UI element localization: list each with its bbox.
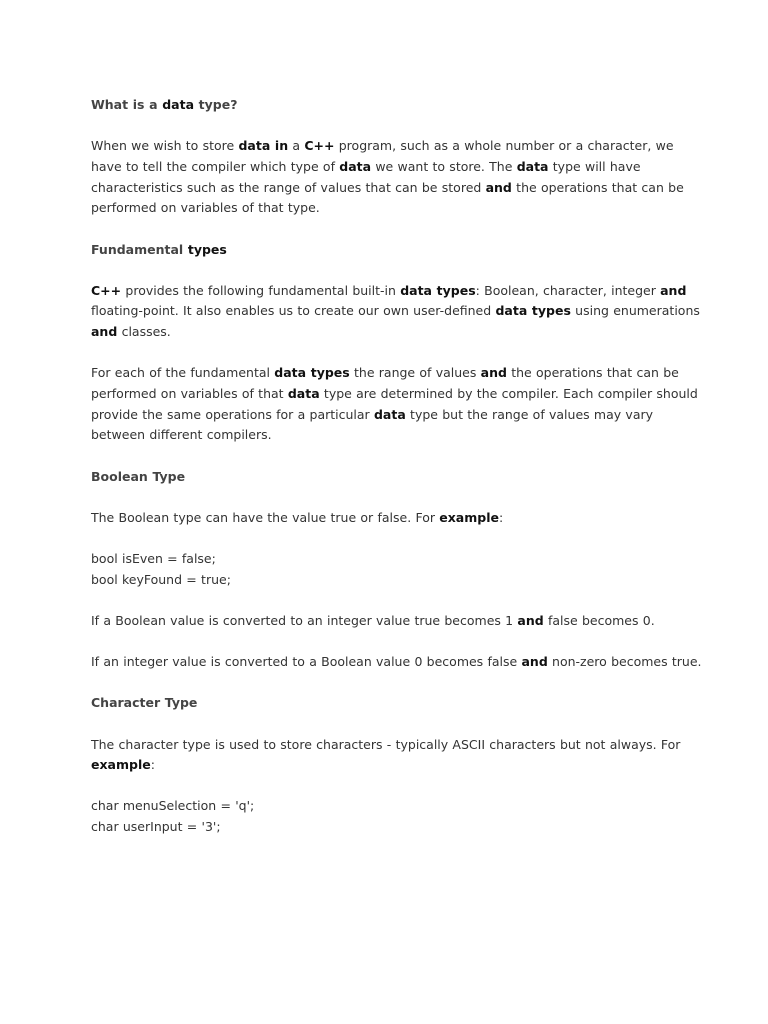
- text-run: :: [150, 757, 155, 773]
- text-run: the range of values: [349, 365, 481, 381]
- bold-keyword: and: [521, 654, 548, 670]
- paragraph-integer-to-boolean: [91, 652, 708, 673]
- heading-fundamental-types: Fundamental types: [91, 241, 227, 257]
- bold-keyword: example: [439, 509, 499, 525]
- text-run: If a Boolean value is converted to an integer value true becomes 1: [91, 612, 518, 628]
- text-run: using enumerations: [570, 303, 700, 319]
- code-example-char: [91, 796, 708, 837]
- text-run: When we wish to store: [91, 138, 239, 154]
- bold-keyword: and: [91, 324, 118, 340]
- text-run: If an integer value is converted to a Boolean value 0 becomes false: [91, 654, 522, 670]
- paragraph-character-intro: [91, 735, 708, 776]
- bold-keyword: data types: [495, 303, 571, 319]
- code-example-bool: [91, 549, 708, 590]
- bold-keyword: data: [287, 386, 320, 402]
- bold-keyword: example: [91, 757, 151, 773]
- bold-keyword: data: [339, 158, 372, 174]
- bold-keyword: and: [660, 282, 687, 298]
- bold-keyword: C++: [91, 282, 122, 298]
- paragraph-data-type-intro: [91, 136, 708, 219]
- paragraph-boolean-intro: [91, 508, 708, 529]
- text-run: non-zero becomes true.: [547, 654, 702, 670]
- code-line: char menuSelection = 'q';: [91, 798, 255, 814]
- text-run: false becomes 0.: [543, 612, 655, 628]
- code-line: char userInput = '3';: [91, 819, 221, 835]
- heading-what-is-data-type: What is a data type?: [91, 97, 238, 112]
- text-run: type but the range of values may vary between different compilers.: [91, 406, 654, 443]
- text-run: provides the following fundamental built-in: [121, 282, 401, 298]
- text-run: we want to store. The: [371, 158, 517, 174]
- code-line: bool keyFound = true;: [91, 571, 231, 587]
- text-run: type will have characteristics such as the range of values that can be stored: [91, 158, 641, 195]
- text-run: floating-point. It also enables us to create our own user-defined: [91, 303, 496, 319]
- bold-keyword: C++: [304, 138, 335, 154]
- bold-keyword: data types: [400, 282, 476, 298]
- text-run: program, such as a whole number or a character, we have to tell the compiler which type of: [91, 138, 674, 174]
- paragraph-fundamental-types: [91, 281, 708, 343]
- text-run: :: [498, 509, 504, 525]
- text-run: The character type is used to store characters - typically ASCII characters but not always. For: [91, 736, 681, 752]
- paragraph-range-of-values: [91, 363, 708, 446]
- text-run: type are determined by the compiler. Each compiler should provide the same operations for a particular: [91, 386, 698, 422]
- bold-keyword: data: [373, 406, 406, 422]
- text-run: : Boolean, character, integer: [475, 282, 661, 298]
- text-run: the operations that can be performed on variables of that type.: [91, 179, 684, 216]
- heading-character-type: Character Type: [91, 695, 198, 711]
- bold-keyword: and: [485, 179, 512, 195]
- bold-keyword: data types: [274, 365, 350, 381]
- bold-keyword: data in: [238, 138, 289, 154]
- bold-keyword: data: [516, 158, 549, 174]
- code-line: bool isEven = false;: [91, 551, 216, 567]
- text-run: the operations that can be performed on variables of that: [91, 365, 679, 402]
- text-run: classes.: [117, 324, 171, 340]
- paragraph-boolean-to-integer: [91, 611, 708, 632]
- heading-boolean-type: Boolean Type: [91, 468, 186, 484]
- bold-keyword: and: [480, 365, 507, 381]
- bold-keyword: and: [517, 612, 544, 628]
- text-run: a: [288, 138, 305, 154]
- text-run: The Boolean type can have the value true or false. For: [91, 509, 440, 525]
- text-run: For each of the fundamental: [91, 365, 275, 381]
